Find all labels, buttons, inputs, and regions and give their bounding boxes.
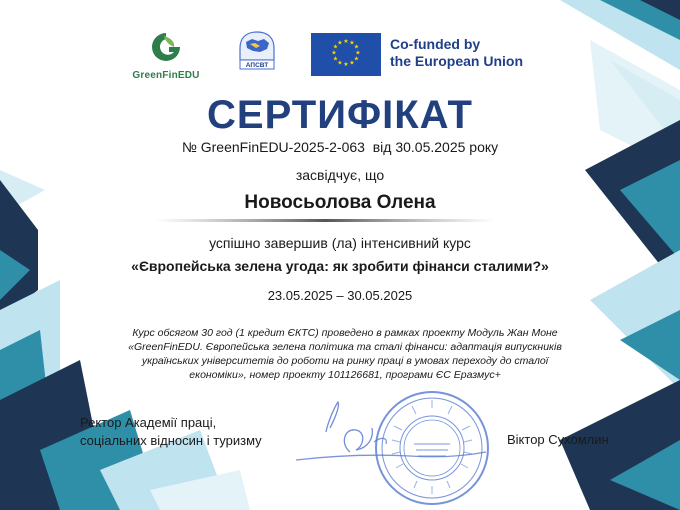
recipient-name: Новосьолова Олена: [244, 192, 436, 213]
eu-text-line2: the European Union: [390, 53, 523, 69]
completed-text: успішно завершив (ла) інтенсивний курс: [209, 235, 471, 251]
eu-text-line1: Co-funded by: [390, 36, 481, 52]
svg-text:★: ★: [353, 55, 360, 63]
description-line: економіки», номер проекту 101126681, програми ЄС Еразмус+: [189, 369, 501, 381]
svg-text:★: ★: [349, 59, 355, 67]
svg-text:★: ★: [332, 43, 339, 51]
svg-text:★: ★: [355, 49, 361, 57]
description-line: «GreenFinEDU. Європейська зелена політика та сталі фінанси: адаптація випускників: [128, 341, 562, 353]
certificate-title: СЕРТИФІКАТ: [207, 93, 473, 137]
svg-text:★: ★: [343, 61, 349, 68]
rector-title: [80, 414, 300, 450]
svg-text:★: ★: [332, 55, 339, 63]
svg-text:★: ★: [331, 49, 337, 57]
certifies-text: засвідчує, що: [295, 167, 385, 183]
eu-flag-icon: [311, 33, 381, 76]
svg-text:★: ★: [349, 39, 355, 47]
course-title: «Європейська зелена угода: як зробити фінанси сталими?»: [131, 258, 549, 274]
svg-text:★: ★: [337, 39, 343, 47]
description-line: українських університетів до роботи на ринку праці в умовах переходу до сталої: [141, 355, 549, 367]
greenfin-logo: [128, 30, 204, 81]
svg-text:★: ★: [353, 43, 360, 51]
academy-abbr-label: АПСВТ: [245, 62, 269, 69]
certificate-number: № GreenFinEDU-2025-2-063 від 30.05.2025 року: [181, 139, 499, 155]
description-line: Курс обсягом 30 год (1 кредит ЄКТС) проведено в рамках проекту Модуль Жан Моне: [132, 327, 558, 339]
course-dates: 23.05.2025 – 30.05.2025: [267, 288, 413, 303]
name-divider: [155, 219, 495, 222]
greenfin-logo-text: GreenFinEDU: [132, 70, 200, 81]
svg-text:★: ★: [337, 59, 343, 67]
rector-line1: Ректор Академії праці,: [80, 415, 217, 430]
course-description: [95, 326, 595, 382]
academy-emblem-icon: [238, 30, 276, 74]
eu-cofunded-text: [390, 36, 560, 70]
eu-flag: [311, 33, 381, 76]
greenfin-logo-icon: [149, 30, 183, 64]
signer-name: Віктор Сухомлин: [507, 432, 609, 447]
handwritten-signature: [290, 398, 490, 470]
svg-text:★: ★: [343, 38, 349, 45]
rector-line2: соціальних відносин і туризму: [80, 433, 262, 448]
